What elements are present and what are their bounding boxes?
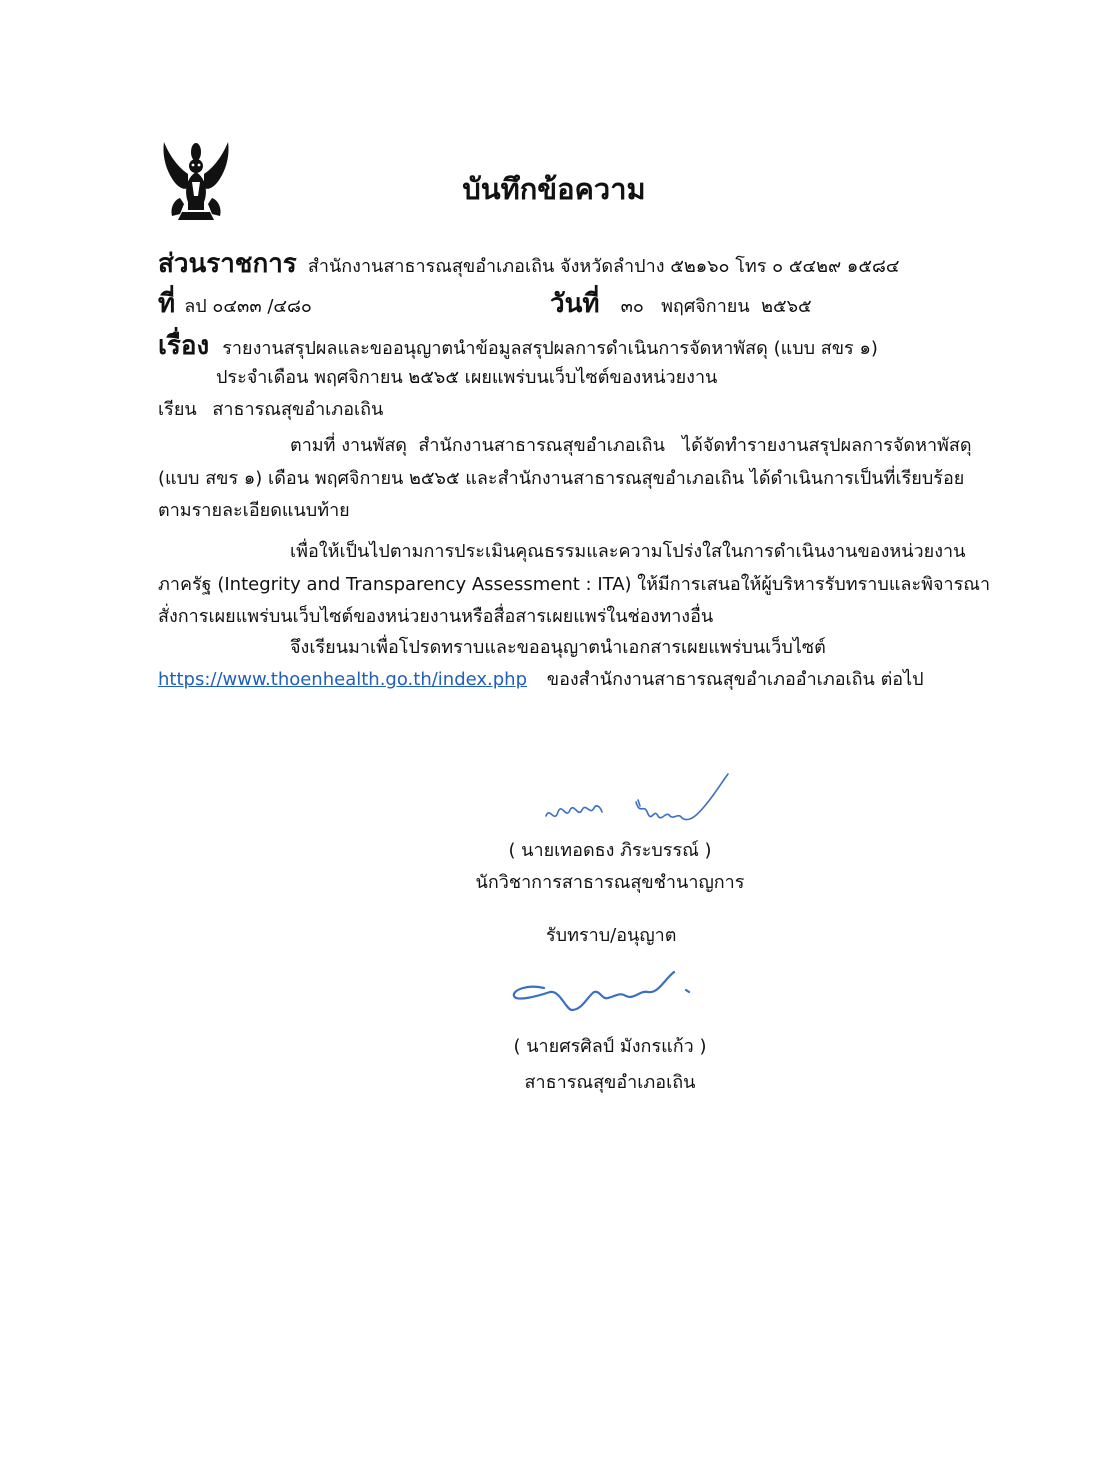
paragraph-1-line-3: ตามรายละเอียดแนบท้าย [158, 500, 350, 521]
date-label: วันที่ [550, 289, 600, 319]
agency-value: สำนักงานสาธารณสุขอำเภอเถิน จังหวัดลำปาง ๕๒๑๖๐ โทร ๐ ๕๔๒๙ ๑๕๘๔ [307, 256, 900, 277]
first-signatory-position: นักวิชาการสาธารณสุขชำนาญการ [475, 872, 745, 893]
website-link[interactable]: https://www.thoenhealth.go.th/index.php [158, 669, 528, 690]
reference-value: ลป ๐๔๓๓ /๔๘๐ [184, 296, 312, 317]
second-signature-icon [508, 966, 708, 1022]
subject-row [158, 325, 878, 366]
subject-label: เรื่อง [158, 331, 210, 361]
salutation-row [158, 394, 383, 423]
second-signatory-name: ( นายศรศิลป์ มังกรแก้ว ) [513, 1036, 707, 1057]
first-signatory-name: ( นายเทอดธง ภิระบรรณ์ ) [508, 840, 712, 861]
agency-label: ส่วนราชการ [158, 249, 297, 279]
date-row [550, 283, 812, 324]
paragraph-3-line-1: จึงเรียนมาเพื่อโปรดทราบและขออนุญาตนำเอกสารเผยแพร่บนเว็บไซต์ [290, 637, 826, 658]
reference-row [158, 283, 312, 324]
approval-text: รับทราบ/อนุญาต [546, 925, 677, 946]
paragraph-3-line-2 [158, 668, 924, 692]
paragraph-1-line-2: (แบบ สขร ๑) เดือน พฤศจิกายน ๒๕๖๕ และสำนักงานสาธารณสุขอำเภอเถิน ได้ดำเนินการเป็นที่เรียบร้อย [158, 468, 965, 489]
paragraph-2-line-1: เพื่อให้เป็นไปตามการประเมินคุณธรรมและความโปร่งใสในการดำเนินงานของหน่วยงาน [290, 541, 966, 562]
salutation-label: เรียน [158, 399, 197, 420]
paragraph-2-line-2: ภาครัฐ (Integrity and Transparency Assessment : ITA) ให้มีการเสนอให้ผู้บริหารรับทราบและพิจารณา [158, 574, 991, 595]
paragraph-3-closing: ของสำนักงานสาธารณสุขอำเภออำเภอเถิน ต่อไป [546, 669, 924, 690]
paragraph-2-line-3: สั่งการเผยแพร่บนเว็บไซต์ของหน่วยงานหรือสื่อสารเผยแพร่ในช่องทางอื่น [158, 606, 714, 627]
reference-label: ที่ [158, 289, 176, 319]
paragraph-1-line-1: ตามที่ งานพัสดุ สำนักงานสาธารณสุขอำเภอเถิน ได้จัดทำรายงานสรุปผลการจัดหาพัสดุ [290, 435, 972, 456]
subject-line-1: รายงานสรุปผลและขออนุญาตนำข้อมูลสรุปผลการดำเนินการจัดหาพัสดุ (แบบ สขร ๑) [222, 338, 878, 359]
memo-title: บันทึกข้อความ [462, 172, 646, 206]
subject-line-2: ประจำเดือน พฤศจิกายน ๒๕๖๕ เผยแพร่บนเว็บไซต์ของหน่วยงาน [216, 367, 718, 388]
agency-row [158, 243, 899, 284]
date-value: ๓๐ พฤศจิกายน ๒๕๖๕ [620, 296, 812, 317]
second-signatory-position: สาธารณสุขอำเภอเถิน [524, 1072, 696, 1093]
salutation-value: สาธารณสุขอำเภอเถิน [212, 399, 384, 420]
first-signature-icon [540, 772, 740, 834]
